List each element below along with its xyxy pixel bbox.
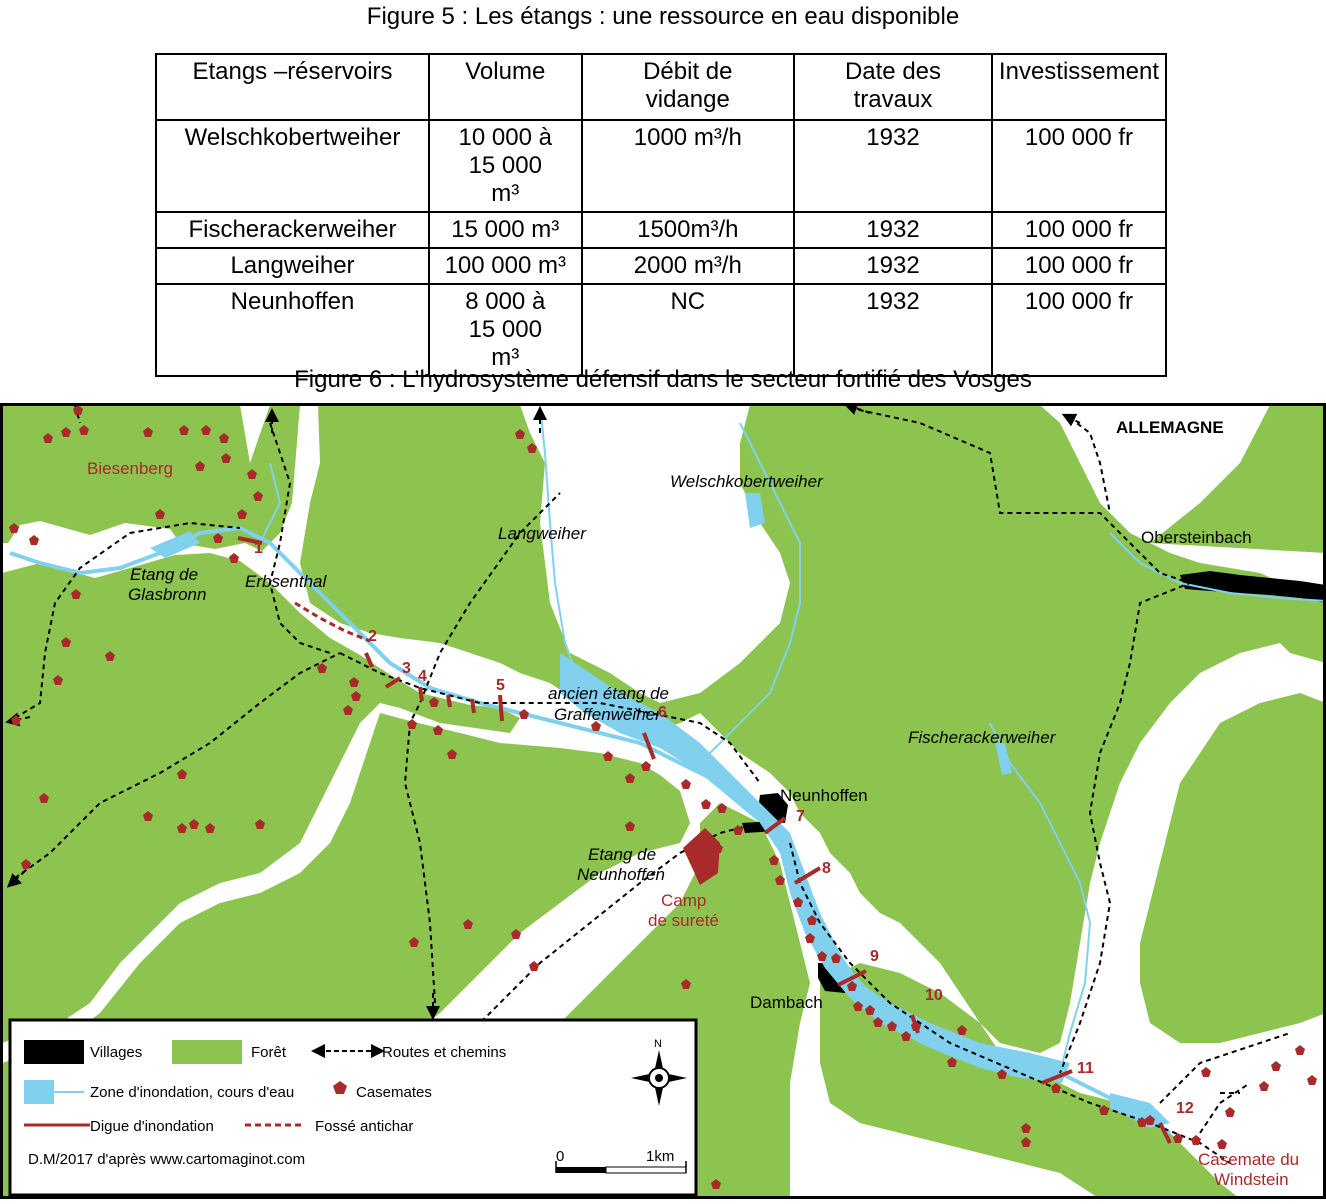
dike-label-9: 9 [870,948,879,965]
cell-investissement: 100 000 fr [992,212,1166,248]
label-obersteinbach: Obersteinbach [1141,528,1252,547]
dike-4b [448,695,450,707]
col-header-volume: Volume [429,54,582,120]
figure5-title: Figure 5 : Les étangs : une ressource en eau disponible [366,3,960,30]
dike-4 [420,687,422,701]
label-graffenweiher-1: ancien étang de [548,684,669,703]
dike-5 [500,695,502,721]
dike-label-10: 10 [925,987,943,1004]
label-windstein-1: Casemate du [1198,1150,1300,1169]
label-neunhoffen: Neunhoffen [780,786,868,805]
col-header-investissement: Investissement [992,54,1166,120]
table-row [156,284,1166,376]
label-biesenberg: Biesenberg [87,459,174,478]
cell-investissement: 100 000 fr [992,248,1166,284]
table-row [156,120,1166,212]
label-camp-2: de sureté [648,911,719,930]
legend-villages-swatch [24,1040,84,1064]
scale-km-label: 1km [646,1148,675,1165]
label-windstein-2: Windstein [1214,1170,1289,1189]
dike-label-3: 3 [402,660,411,677]
table-row [156,248,1166,284]
label-allemagne: ALLEMAGNE [1116,418,1224,437]
legend-forest-swatch [172,1040,242,1064]
cell-debit: 1500m³/h [582,212,795,248]
dike-label-7: 7 [796,808,805,825]
legend-digue-label: Digue d'inondation [90,1118,214,1135]
legend-casemates-label: Casemates [356,1084,432,1101]
cell-debit: 2000 m³/h [582,248,795,284]
label-dambach: Dambach [750,993,823,1012]
label-langweiher: Langweiher [498,524,586,543]
legend-water-swatch [24,1080,54,1104]
col-header-etangs: Etangs –réservoirs [156,54,429,120]
label-fischerackerweiher: Fischerackerweiher [908,728,1056,747]
compass-north-label: N [654,1038,662,1050]
col-header-debit: Débit de vidange [582,54,795,120]
dike-label-1: 1 [254,540,263,557]
table-header-row [156,54,1166,120]
dike-label-12: 12 [1176,1100,1194,1117]
cell-name: Neunhoffen [156,284,429,376]
cell-debit: 1000 m³/h [582,120,795,212]
label-erbsenthal: Erbsenthal [245,572,327,591]
cell-investissement: 100 000 fr [992,284,1166,376]
cell-investissement: 100 000 fr [992,120,1166,212]
label-camp-1: Camp [661,891,707,910]
dike-label-2: 2 [368,628,377,645]
cell-date: 1932 [794,284,992,376]
map [0,403,1326,1199]
dike-label-6: 6 [658,704,667,721]
cell-volume: 8 000 à 15 000 m³ [429,284,582,376]
legend [10,1020,696,1195]
legend-fosse-label: Fossé antichar [315,1118,414,1135]
figure6-title: Figure 6 : L’hydrosystème défensif dans le secteur fortifié des Vosges [294,366,1032,393]
col-header-date: Date des travaux [794,54,992,120]
label-etang-glasbronn-2: Glasbronn [128,585,207,604]
legend-credit: D.M/2017 d'après www.cartomaginot.com [28,1151,306,1168]
legend-forest-label: Forêt [251,1044,287,1061]
legend-water-label: Zone d'inondation, cours d'eau [90,1084,295,1101]
dike-label-11: 11 [1077,1060,1094,1077]
label-etang-glasbronn-1: Etang de [130,565,199,584]
scale-zero-label: 0 [556,1148,565,1165]
cell-volume: 10 000 à 15 000 m³ [429,120,582,212]
label-etang-neunhoffen-2: Neunhoffen [577,865,665,884]
cell-name: Welschkobertweiher [156,120,429,212]
dike-label-8: 8 [822,860,831,877]
legend-routes-label: Routes et chemins [382,1044,507,1061]
label-etang-neunhoffen-1: Etang de [588,845,657,864]
cell-name: Langweiher [156,248,429,284]
cell-name: Fischerackerweiher [156,212,429,248]
cell-date: 1932 [794,120,992,212]
dike-label-4: 4 [418,668,427,685]
legend-villages-label: Villages [90,1044,143,1061]
cell-date: 1932 [794,248,992,284]
label-welschkobertweiher: Welschkobertweiher [670,472,823,491]
cell-debit: NC [582,284,795,376]
cell-volume: 100 000 m³ [429,248,582,284]
ponds-table [155,53,1167,377]
label-graffenweiher-2: Graffenweiher [554,705,661,724]
cell-volume: 15 000 m³ [429,212,582,248]
dike-label-5: 5 [496,677,505,694]
dike-4c [472,699,474,713]
cell-date: 1932 [794,212,992,248]
table-row [156,212,1166,248]
